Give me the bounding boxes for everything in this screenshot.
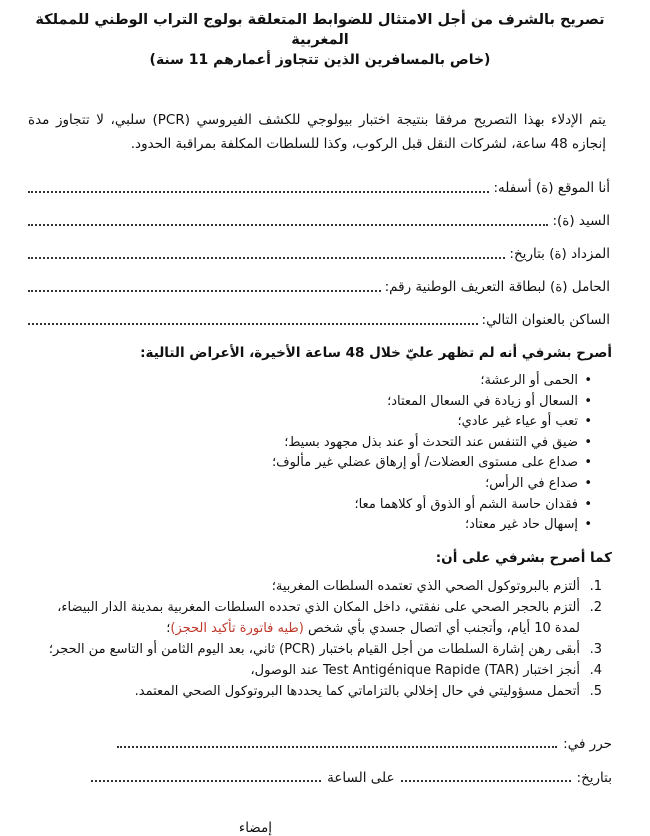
item-number: 5. [589,683,602,699]
list-item [28,576,602,597]
field-name[interactable] [28,197,612,230]
item-text: ألتزم بالبروتوكول الصحي الذي تعتمده السلطات المغربية؛ [271,578,580,594]
list-item: • السعال أو زيادة في السعال المعتاد؛ [28,392,592,413]
field-label: الساكن بالعنوان التالي: [481,312,610,328]
identity-fields [28,164,612,329]
list-item [28,681,602,702]
fill-line[interactable] [28,290,381,292]
commitments-list [28,576,612,702]
list-item: • تعب أو عياء غير عادي؛ [28,412,592,433]
place-label: حرر في: [563,735,612,752]
fill-line[interactable] [28,224,548,226]
document-title: تصريح بالشرف من أجل الامتثال للضوابط المتعلقة بولوج التراب الوطني للمملكة المغربية [35,12,605,48]
time-label: على الساعة [327,769,395,786]
document-subtitle: (خاص بالمسافرين الذين تتجاوز أعمارهم 11 سنة) [149,52,491,68]
item-number: 3. [589,641,602,657]
item-text: أبقى رهن إشارة السلطات من أجل القيام باختبار (PCR) ثاني، بعد اليوم الثامن أو التاسع من الحجر؛ [48,641,580,657]
item-number: 2. [589,599,602,615]
field-label: المزداد (ة) بتاريخ: [509,246,610,262]
list-item: • صداع في الرأس؛ [28,474,592,495]
fill-line[interactable] [28,323,478,325]
intro-paragraph: يتم الإدلاء بهذا التصريح مرفقا بنتيجة اختبار بيولوجي للكشف الفيروسي (PCR) سلبي، لا تتجاوز مدة إنجازه 48 ساعة، لشركات النقل قبل الركوب، وكذا للسلطات المكلفة بمراقبة الحدود. [28,112,606,152]
signature-row[interactable] [28,812,612,836]
field-id-number[interactable] [28,263,612,296]
signature-label: إمضاء [238,819,272,836]
field-birthdate[interactable] [28,230,612,263]
list-item [28,597,602,639]
list-item [28,639,602,660]
fill-line[interactable] [117,746,557,748]
item-text: أنجز اختبار Test Antigénique Rapide (TAR) عند الوصول، [250,662,580,678]
place-row[interactable] [28,728,612,752]
fill-line[interactable] [28,257,505,259]
list-item: • ضيق في التنفس عند التحدث أو عند بذل مجهود بسيط؛ [28,433,592,454]
symptoms-heading: أصرح بشرفي أنه لم تظهر عليّ خلال 48 ساعة الأخيرة، الأعراض التالية: [140,345,612,361]
field-label: أنا الموقع (ة) أسفله: [493,180,610,196]
list-item [28,660,602,681]
field-address[interactable] [28,296,612,329]
field-signatory[interactable] [28,164,612,197]
item-number: 4. [589,662,602,678]
fill-line[interactable] [28,191,489,193]
item-end: ؛ [166,620,171,636]
list-item: • الحمى أو الرعشة؛ [28,371,592,392]
fill-line[interactable] [91,780,321,782]
item-number: 1. [589,578,602,594]
list-item: • إسهال حاد غير معتاد؛ [28,515,592,536]
commitments-heading: كما أصرح بشرفي على أن: [435,549,612,566]
list-item: • فقدان حاسة الشم أو الذوق أو كلاهما معا؛ [28,495,592,516]
date-label: بتاريخ: [576,769,612,786]
booking-note: (طيه فاتورة تأكيد الحجز) [170,620,304,636]
field-label: السيد (ة): [552,213,610,229]
fill-line[interactable] [401,780,571,782]
item-text: ألتزم بالحجر الصحي على نفقتي، داخل المكان الذي تحدده السلطات المغربية بمدينة الدار البيضاء، لمدة 10 أيام، وأتجنب أي اتصال جسدي بأي شخص [57,599,580,636]
list-item: • صداع على مستوى العضلات/ أو إرهاق عضلي غير مألوف؛ [28,453,592,474]
symptoms-list [28,371,612,536]
field-label: الحامل (ة) لبطاقة التعريف الوطنية رقم: [384,279,610,295]
item-text: أتحمل مسؤوليتي في حال إخلالي بالتزاماتي كما يحددها البروتوكول الصحي المعتمد. [134,683,580,699]
date-row[interactable] [28,762,612,786]
